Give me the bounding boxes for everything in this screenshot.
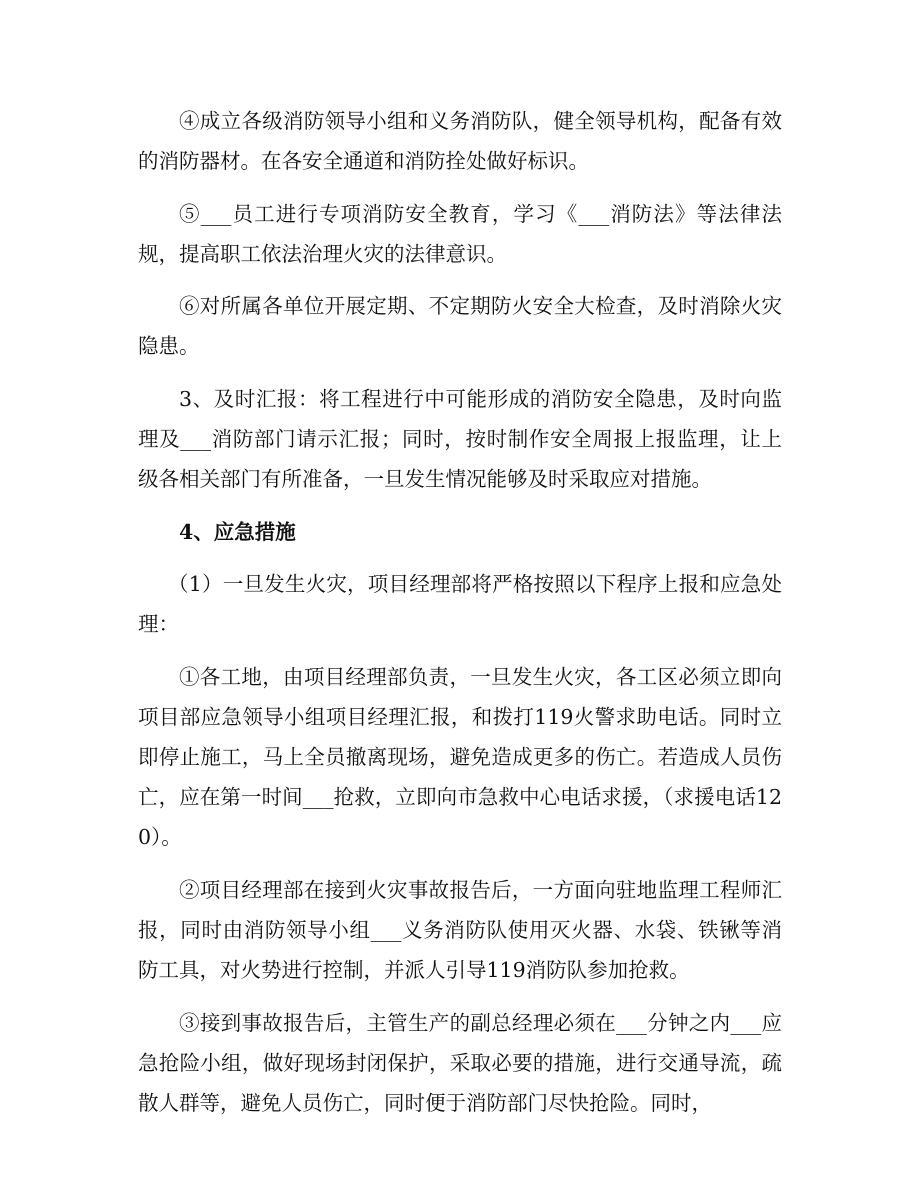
paragraph-step-3: ③接到事故报告后，主管生产的副总经理必须在___分钟之内___应急抢险小组，做好现场封闭保护，采取必要的措施，进行交通导流，疏散人群等，避免人员伤亡，同时便于消防部门尽快抢险。同时， [138,1010,782,1115]
paragraph-item-5: ⑤___员工进行专项消防安全教育，学习《___消防法》等法律法规，提高职工依法治理火灾的法律意识。 [138,201,782,266]
paragraph-step-1: ①各工地，由项目经理部负责，一旦发生火灾，各工区必须立即向项目部应急领导小组项目经理汇报，和拨打119火警求助电话。同时立即停止施工，马上全员撤离现场，避免造成更多的伤亡。若造成人员伤亡，应在第一时间___抢救，立即向市急救中心电话求援，（求援电话120）。 [138,665,782,850]
document-body [138,101,782,1135]
paragraph-procedure-intro: （1）一旦发生火灾，项目经理部将严格按照以下程序上报和应急处理： [138,572,782,637]
paragraph-item-6: ⑥对所属各单位开展定期、不定期防火安全大检查，及时消除火灾隐患。 [138,294,782,359]
paragraph-report: 3、及时汇报：将工程进行中可能形成的消防安全隐患，及时向监理及___消防部门请示汇报；同时，按时制作安全周报上报监理，让上级各相关部门有所准备，一旦发生情况能够及时采取应对措施。 [138,387,782,492]
paragraph-step-2: ②项目经理部在接到火灾事故报告后，一方面向驻地监理工程师汇报，同时由消防领导小组___义务消防队使用灭火器、水袋、铁锹等消防工具，对火势进行控制，并派人引导119消防队参加抢救。 [138,877,782,982]
section-heading: 4、应急措施 [179,519,296,544]
paragraph-item-4: ④成立各级消防领导小组和义务消防队，健全领导机构，配备有效的消防器材。在各安全通道和消防拴处做好标识。 [138,109,782,173]
